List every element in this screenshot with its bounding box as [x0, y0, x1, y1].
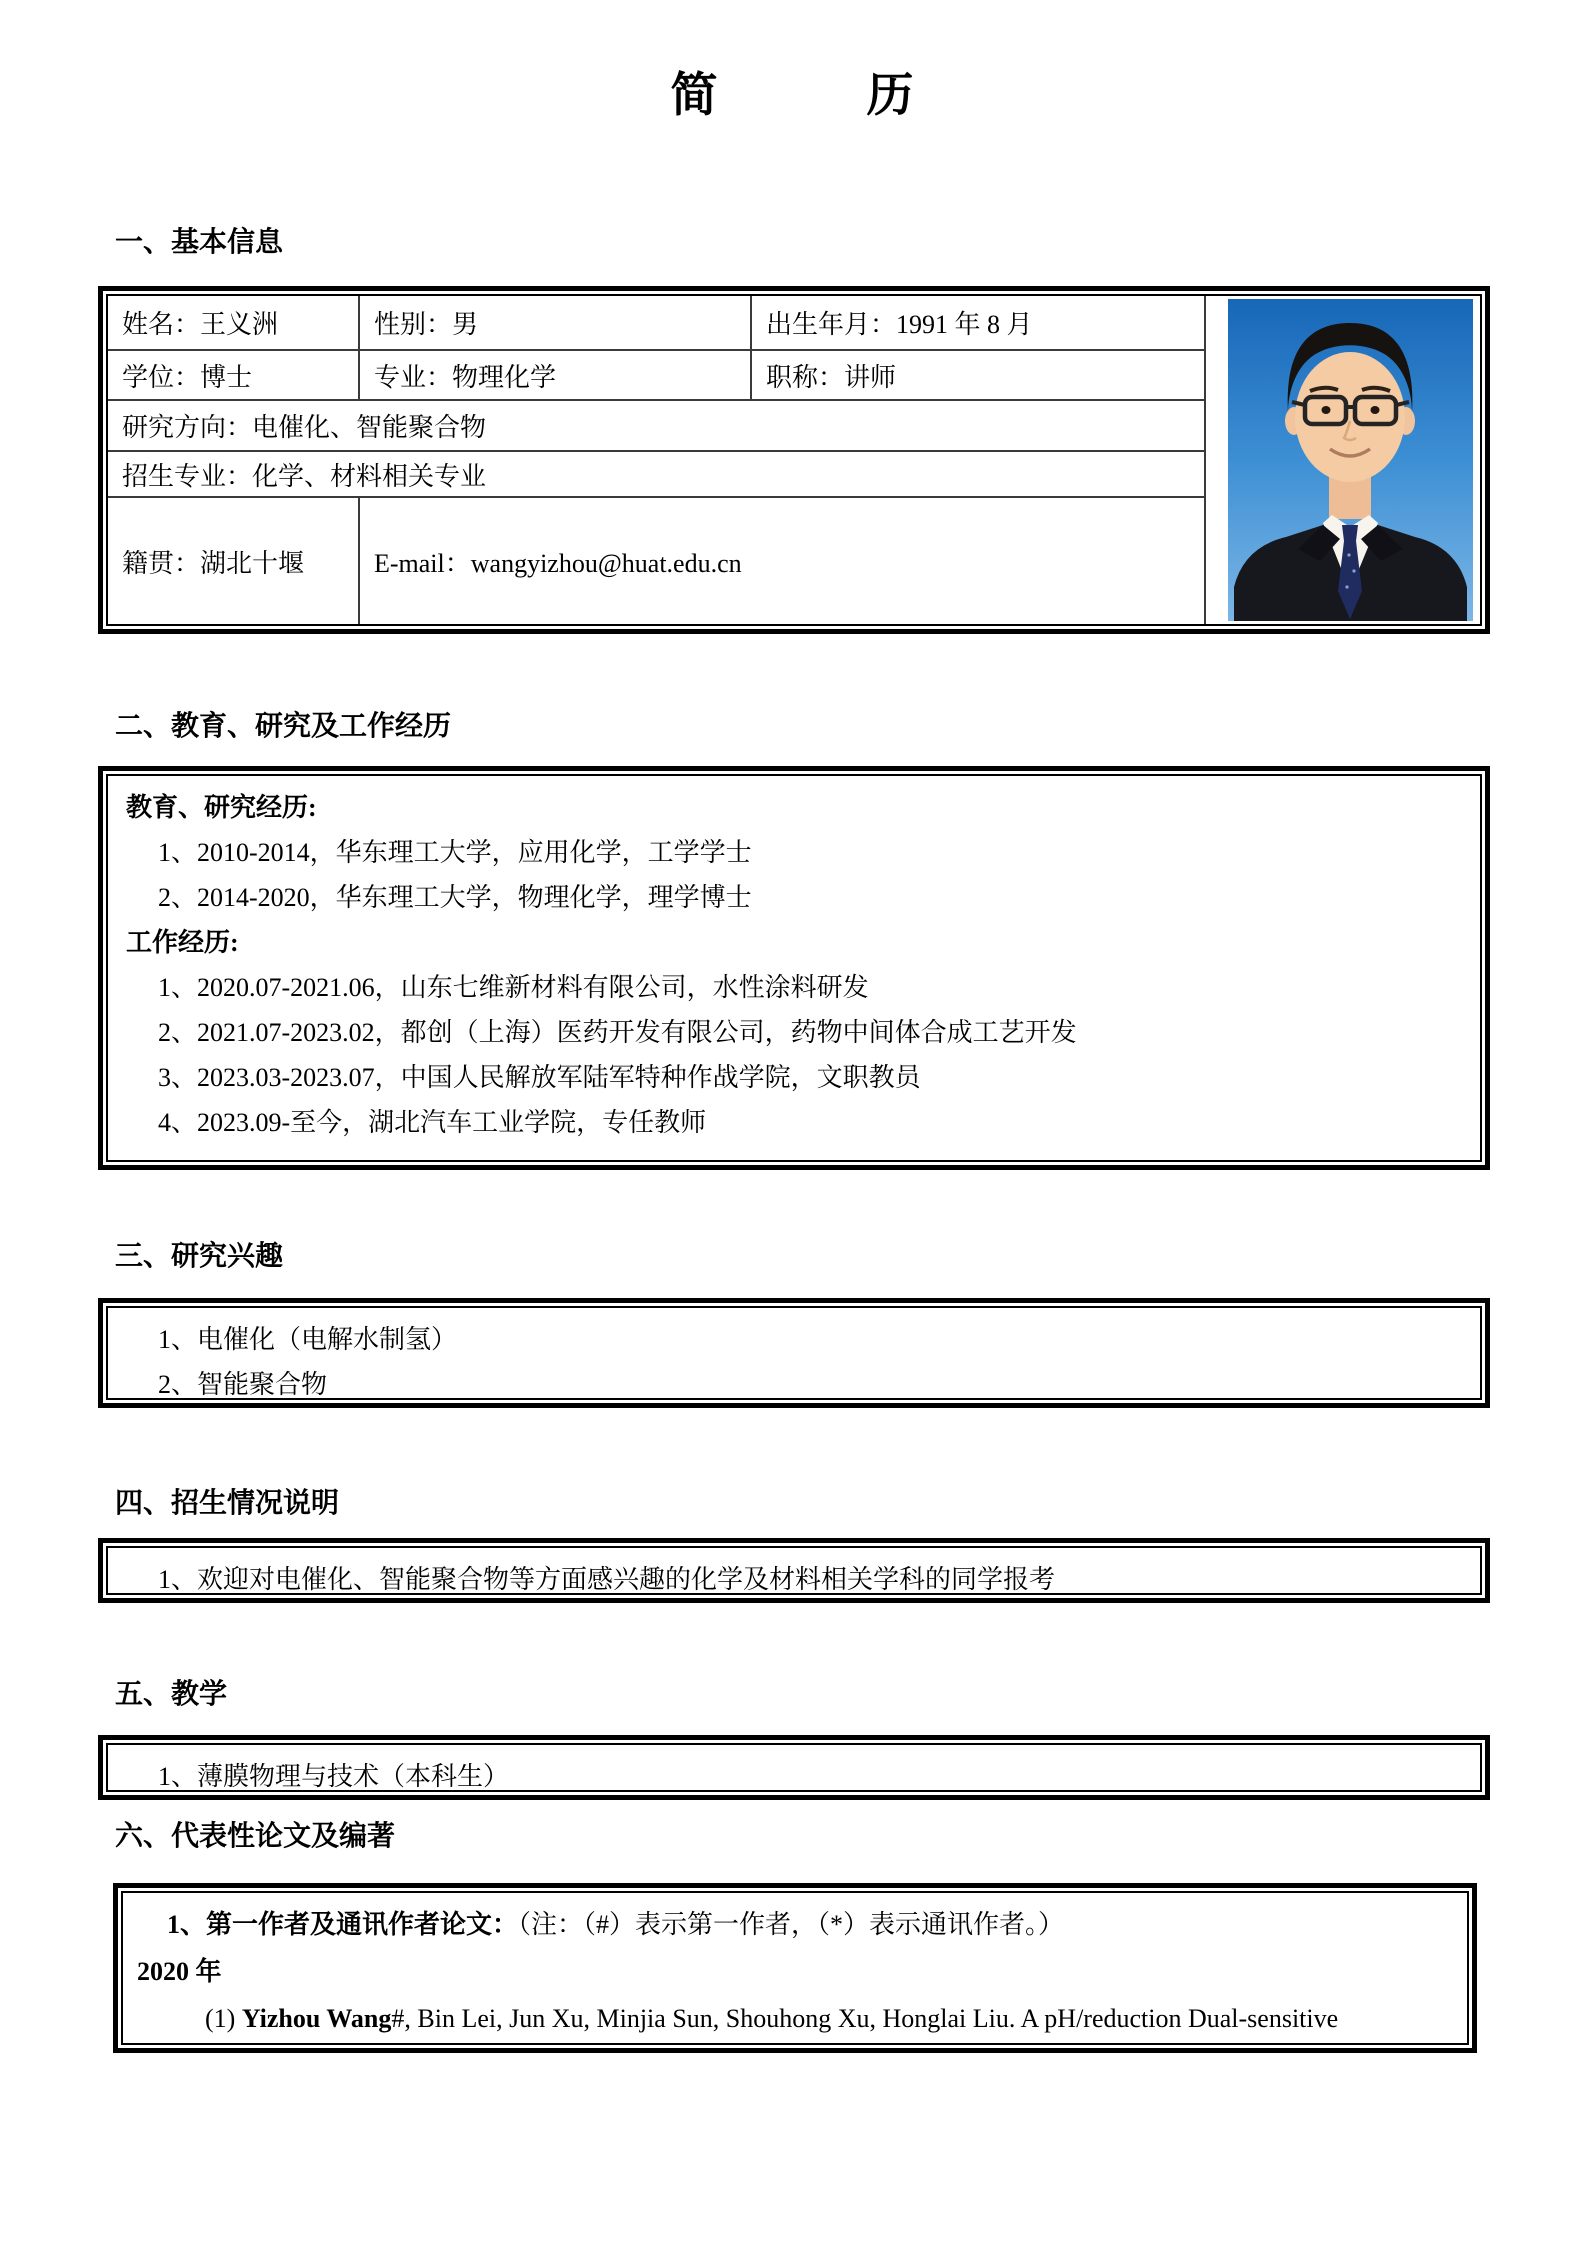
gender-cell: 性别：男 — [360, 296, 750, 349]
list-item: 2、智能聚合物 — [158, 1370, 328, 1399]
enrollment-box — [98, 1538, 1490, 1603]
section-heading-enrollment: 四、招生情况说明 — [115, 1488, 340, 1519]
name-cell: 姓名：王义洲 — [108, 296, 358, 349]
major-cell: 专业：物理化学 — [360, 351, 750, 399]
basic-info-table — [98, 286, 1490, 634]
list-item: 1、薄膜物理与技术（本科生） — [158, 1762, 510, 1791]
hometown-cell: 籍贯：湖北十堰 — [108, 498, 358, 624]
list-item: 3、2023.03-2023.07，中国人民解放军陆军特种作战学院，文职教员 — [158, 1063, 921, 1092]
pub-rest: #, Bin Lei, Jun Xu, Minjia Sun, Shouhong Xu, Honglai Liu. A pH/reduction Dual-sensitive — [391, 2004, 1339, 2033]
degree-cell: 学位：博士 — [108, 351, 358, 399]
portrait-photo — [1228, 299, 1473, 621]
experience-box — [98, 766, 1490, 1170]
publications-box — [113, 1883, 1477, 2053]
list-item: 4、2023.09-至今，湖北汽车工业学院，专任教师 — [158, 1108, 707, 1137]
birthdate-cell: 出生年月：1991 年 8 月 — [752, 296, 1204, 349]
education-label: 教育、研究经历: — [126, 793, 317, 822]
first-author-note: （注：（#）表示第一作者，（*）表示通讯作者。） — [518, 1910, 1065, 1939]
list-item: 1、欢迎对电催化、智能聚合物等方面感兴趣的化学及材料相关学科的同学报考 — [158, 1565, 1056, 1594]
section-heading-interests: 三、研究兴趣 — [115, 1241, 284, 1272]
work-label: 工作经历: — [126, 928, 239, 957]
section-heading-experience: 二、教育、研究及工作经历 — [115, 711, 452, 742]
list-item: 1、2020.07-2021.06，山东七维新材料有限公司，水性涂料研发 — [158, 973, 869, 1002]
email-cell: E-mail：wangyizhou@huat.edu.cn — [360, 498, 1204, 624]
publication-entry — [137, 1995, 1453, 2042]
job-title-cell: 职称：讲师 — [752, 351, 1204, 399]
list-item: 1、电催化（电解水制氢） — [158, 1325, 458, 1354]
first-author-line — [137, 1901, 1453, 1948]
research-direction-cell: 研究方向：电催化、智能聚合物 — [108, 401, 1204, 450]
teaching-box — [98, 1735, 1490, 1800]
page-title: 简 历 — [670, 70, 916, 122]
year-2020-label: 2020 年 — [137, 1957, 222, 1986]
pub-author-bold: Yizhou Wang — [241, 2004, 392, 2033]
photo-cell — [1206, 296, 1480, 624]
first-author-label: 1、第一作者及通讯作者论文： — [167, 1910, 519, 1939]
section-heading-basic-info: 一、基本信息 — [115, 227, 284, 258]
section-heading-teaching: 五、教学 — [115, 1679, 228, 1710]
interests-box — [98, 1298, 1490, 1408]
enroll-major-cell: 招生专业：化学、材料相关专业 — [108, 452, 1204, 496]
pub-number: (1) — [205, 2004, 242, 2033]
list-item: 2、2021.07-2023.02，都创（上海）医药开发有限公司，药物中间体合成工艺开发 — [158, 1018, 1077, 1047]
list-item: 2、2014-2020，华东理工大学，物理化学，理学博士 — [158, 883, 752, 912]
section-heading-publications: 六、代表性论文及编著 — [115, 1821, 396, 1852]
list-item: 1、2010-2014，华东理工大学，应用化学，工学学士 — [158, 838, 752, 867]
